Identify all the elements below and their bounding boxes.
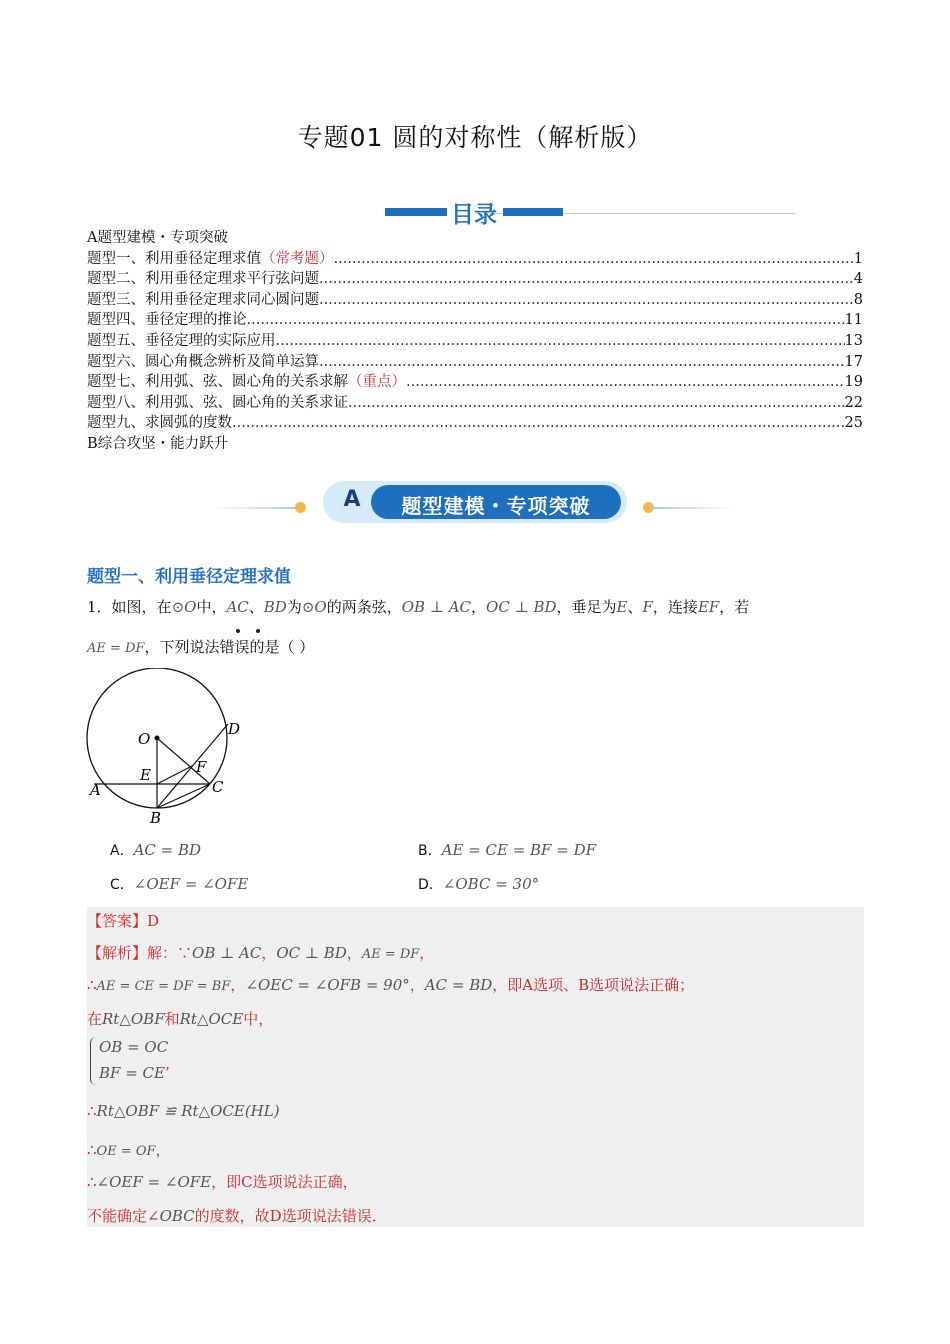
banner-text: 题型建模・专项突破	[401, 494, 591, 518]
toc-leader	[406, 372, 845, 393]
toc-item-label: 题型七、利用弧、弦、圆心角的关系求解	[87, 374, 348, 391]
label-c: C	[212, 778, 224, 796]
text: ∴	[87, 1173, 97, 1191]
text: ∴	[87, 1102, 97, 1120]
math: ∠OEF = ∠OFE	[96, 1173, 212, 1191]
option-expr: ∠OBC = 30°	[442, 875, 540, 893]
toc-leader	[276, 331, 845, 352]
option-b[interactable]	[418, 840, 596, 860]
toc-item[interactable]	[87, 372, 863, 393]
analysis-line-3	[87, 1008, 273, 1029]
option-letter: B．	[418, 843, 442, 859]
math: OC ⊥ BD	[486, 598, 557, 616]
text: 解：∵	[147, 944, 193, 962]
decor-bar	[503, 208, 563, 216]
toc-item[interactable]	[87, 269, 863, 290]
toc-item[interactable]	[87, 310, 863, 331]
analysis-line-2: ∴AE = CE = DF = BF，∠OEC = ∠OFB = 90°，AC = BD，即A选项、B选项说法正确；	[87, 976, 695, 994]
text: 和	[164, 1010, 180, 1028]
toc-part-b[interactable]	[87, 434, 863, 455]
answer-box	[87, 907, 864, 1227]
math: OB = OC	[99, 1038, 169, 1056]
label-f: F	[196, 758, 207, 776]
segment-bc	[157, 784, 210, 808]
analysis-line-1: 【解析】解：∵OB ⊥ AC，OC ⊥ BD，AE = DF，	[87, 944, 435, 962]
banner-letter: A	[343, 487, 361, 512]
math: BF = CE	[99, 1064, 165, 1082]
math: OB ⊥ AC	[192, 944, 262, 962]
option-letter: D．	[418, 877, 443, 893]
toc-item[interactable]	[87, 413, 863, 434]
system-eq-2: BF = CE’	[99, 1064, 170, 1082]
system-brace	[90, 1037, 97, 1085]
math: ⊙O	[171, 598, 197, 616]
text: ，连接	[652, 598, 698, 616]
toc-page-number: 13	[844, 332, 863, 349]
toc-item-label: 题型一、利用垂径定理求值	[87, 250, 261, 267]
math: EF	[697, 598, 720, 616]
math: ∠OEC = ∠OFB = 90°	[245, 976, 410, 994]
text: 中，	[196, 598, 227, 616]
toc-item-label: 题型五、垂径定理的实际应用	[87, 332, 276, 349]
math: OC ⊥ BD	[276, 944, 347, 962]
answer-label: 【答案】D	[87, 912, 160, 930]
math: AE = DF	[361, 947, 420, 962]
toc-item-tag: （重点）	[348, 374, 406, 391]
banner-dot	[295, 502, 306, 513]
text: ∴	[87, 976, 97, 994]
banner-line	[650, 507, 735, 509]
toc-item-label: 题型八、利用弧、弦、圆心角的关系求证	[87, 394, 348, 411]
text: 的度数，故D选项说法错误．	[194, 1207, 387, 1225]
toc-item-label: 题型九、求圆弧的度数	[87, 415, 232, 432]
option-letter: C．	[110, 877, 134, 893]
option-letter: A．	[110, 843, 134, 859]
toc-page-number: 22	[844, 394, 863, 411]
label-o: O	[138, 730, 151, 748]
toc-leader	[319, 269, 854, 290]
option-d[interactable]	[418, 874, 539, 894]
toc-item[interactable]	[87, 393, 863, 414]
toc-page-number: 25	[844, 415, 863, 432]
toc-item-tag: （常考题）	[261, 250, 334, 267]
toc-leader	[334, 249, 854, 270]
option-a[interactable]	[110, 840, 201, 860]
toc-page-number: 17	[844, 353, 863, 370]
toc-leader	[319, 290, 854, 311]
text: ，若	[719, 598, 750, 616]
toc-page-number: 8	[853, 291, 863, 308]
math: ⊙O	[301, 598, 327, 616]
option-c[interactable]	[110, 874, 248, 894]
math: AE = DF	[87, 641, 145, 656]
toc-part-label: A题型建模・专项突破	[87, 230, 228, 246]
system-eq-1	[99, 1038, 168, 1056]
section-banner	[215, 478, 735, 528]
analysis-line-7	[87, 1171, 358, 1192]
toc-page-number: 1	[853, 250, 863, 267]
analysis-line-6: ∴OE = OF，	[87, 1141, 171, 1159]
toc-item[interactable]	[87, 249, 863, 270]
analysis-label: 【解析】	[87, 944, 148, 962]
math: Rt△OBF ≌ Rt△OCE(HL)	[96, 1102, 280, 1120]
label-b: B	[150, 809, 162, 827]
toc-item-label: 题型二、利用垂径定理求平行弦问题	[87, 271, 319, 288]
analysis-line-8	[87, 1205, 387, 1226]
label-a: A	[90, 781, 101, 799]
toc-item-label: 题型六、圆心角概念辨析及简单运算	[87, 353, 319, 370]
option-expr: AC = BD	[133, 841, 202, 859]
math: OE = OF	[96, 1144, 156, 1159]
circle-figure	[80, 668, 260, 828]
question-number: 1．	[87, 598, 112, 616]
question-line-2	[87, 636, 867, 657]
label-e: E	[140, 766, 151, 784]
text: ∴	[87, 1141, 97, 1159]
table-of-contents	[87, 228, 863, 455]
section-title: 题型一、利用垂径定理求值	[87, 567, 291, 587]
toc-part-a[interactable]	[87, 228, 863, 249]
toc-item[interactable]	[87, 290, 863, 311]
toc-leader	[247, 310, 845, 331]
text: ，	[471, 598, 487, 616]
toc-heading-banner	[385, 198, 795, 228]
toc-leader	[232, 413, 845, 434]
toc-page-number: 19	[844, 374, 863, 391]
text: ，即A选项、B选项说法正确；	[492, 976, 695, 994]
math: AE = CE = DF = BF	[96, 979, 231, 994]
question-line-1	[87, 596, 867, 617]
toc-leader	[319, 352, 845, 373]
decor-bar	[385, 208, 447, 216]
math: F	[642, 598, 653, 616]
toc-page-number: 11	[844, 312, 863, 329]
text: ，即C选项说法正确，	[211, 1173, 358, 1191]
emphasis-dot	[236, 629, 240, 633]
text: 中，	[243, 1010, 274, 1028]
math: BD	[263, 598, 287, 616]
math: OB ⊥ AC	[401, 598, 472, 616]
text: 不能确定	[87, 1207, 148, 1225]
answer-line	[87, 910, 159, 931]
text: 、	[627, 598, 643, 616]
text: ，下列说法错误的是（ ）	[144, 638, 315, 656]
math: ∠OBC	[147, 1207, 195, 1225]
toc-item-label: 题型三、利用垂径定理求同心圆问题	[87, 291, 319, 308]
math: Rt△OCE	[179, 1010, 244, 1028]
label-d: D	[228, 720, 241, 738]
analysis-line-5	[87, 1102, 280, 1120]
page-title: 专题01 圆的对称性（解析版）	[297, 123, 653, 152]
toc-heading: 目录	[451, 202, 497, 228]
emphasis-dot	[256, 629, 260, 633]
option-expr: AE = CE = BF = DF	[441, 841, 596, 859]
text: ，垂足为	[556, 598, 617, 616]
text: 、	[248, 598, 264, 616]
text: 为	[286, 598, 302, 616]
text: 的两条弦，	[326, 598, 402, 616]
option-expr: ∠OEF = ∠OFE	[133, 875, 249, 893]
math: AC	[226, 598, 249, 616]
math: Rt△OBF	[102, 1010, 165, 1028]
text: 如图，在	[111, 598, 172, 616]
toc-item-label: 题型四、垂径定理的推论	[87, 312, 247, 329]
toc-leader	[348, 393, 845, 414]
toc-part-label: B综合攻坚・能力跃升	[87, 435, 229, 452]
math: E	[616, 598, 628, 616]
math: AC = BD	[424, 976, 493, 994]
toc-item[interactable]	[87, 352, 863, 373]
segment-ef	[157, 766, 192, 784]
center-point	[155, 736, 160, 741]
text: 在	[87, 1010, 103, 1028]
banner-line	[215, 507, 300, 509]
toc-item[interactable]	[87, 331, 863, 352]
toc-page-number: 4	[853, 271, 863, 288]
